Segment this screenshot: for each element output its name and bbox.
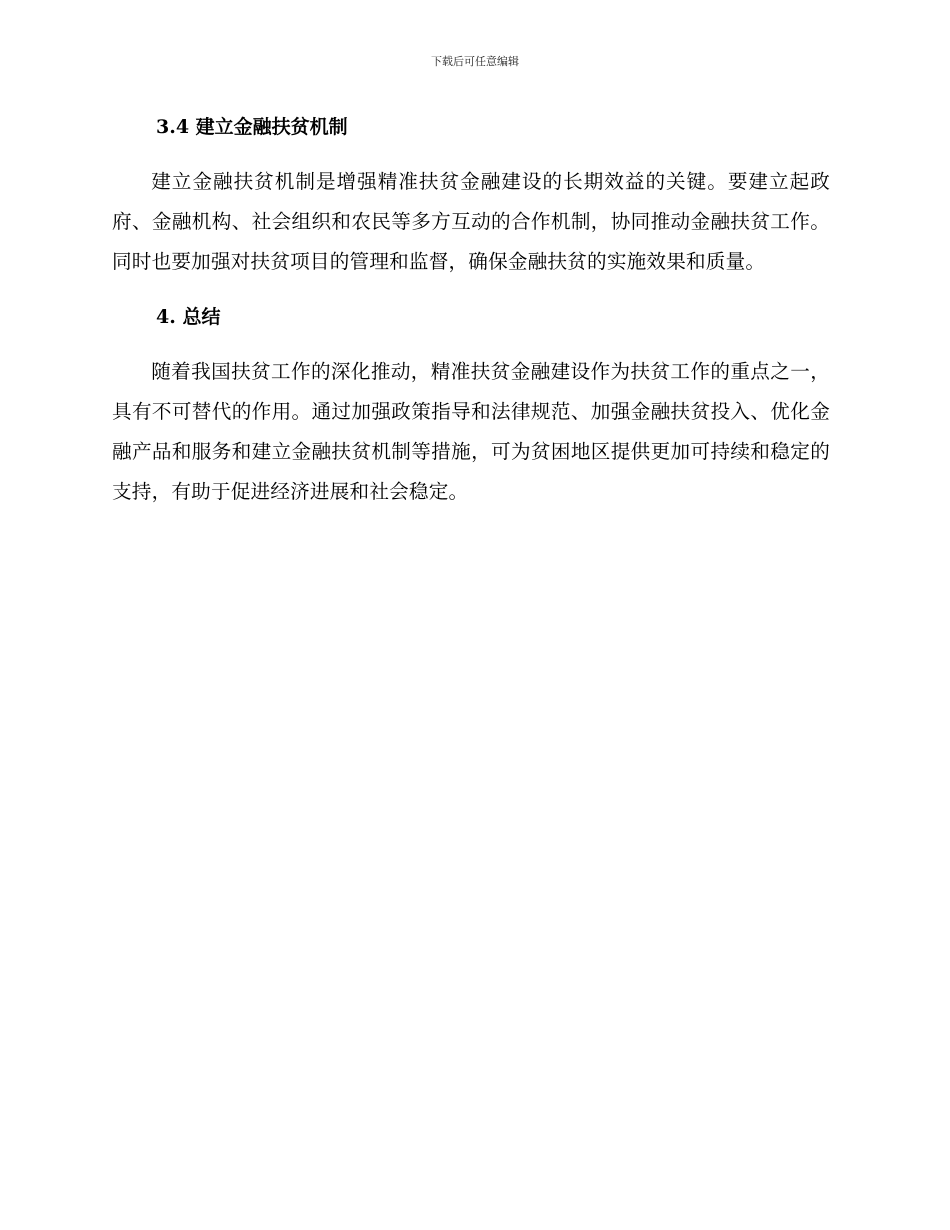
section-paragraph-3-4: 建立金融扶贫机制是增强精准扶贫金融建设的长期效益的关键。要建立起政府、金融机构、社会组织和农民等多方互动的合作机制，协同推动金融扶贫工作。同时也要加强对扶贫项目的管理和监督，确保金融扶贫的实施效果和质量。 [112,170,830,273]
section-heading-summary: 4. 总结 [156,306,221,328]
page-header-note: 下载后可任意编辑 [431,55,519,68]
section-heading-3-4: 3.4 建立金融扶贫机制 [156,116,348,138]
document-body [112,112,830,512]
section-paragraph-summary: 随着我国扶贫工作的深化推动，精准扶贫金融建设作为扶贫工作的重点之一，具有不可替代的作用。通过加强政策指导和法律规范、加强金融扶贫投入、优化金融产品和服务和建立金融扶贫机制等措施，可为贫困地区提供更加可持续和稳定的支持，有助于促进经济进展和社会稳定。 [112,360,830,503]
